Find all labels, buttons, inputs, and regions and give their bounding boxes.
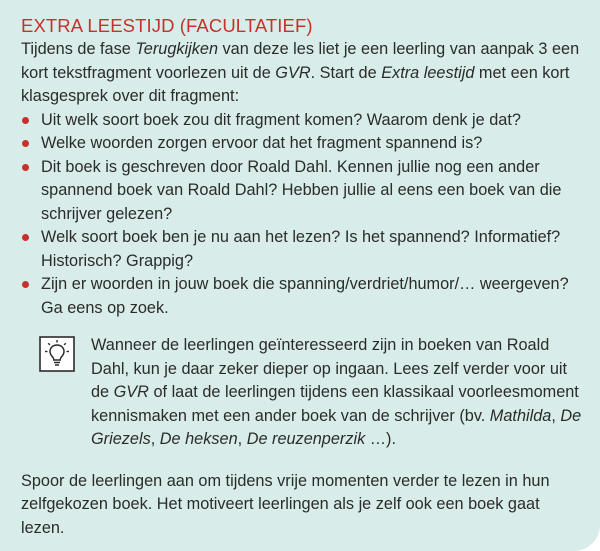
- tip-book-de-griezels: De Griezels: [91, 406, 582, 448]
- question-list: [21, 109, 586, 321]
- tip-separator: ,: [551, 406, 561, 425]
- question-text: Uit welk soort boek zou dit fragment komen? Waarom denk je dat?: [41, 110, 521, 129]
- bullet-icon: [22, 281, 29, 288]
- tip-block: [21, 334, 586, 452]
- tip-text-2: of laat de leerlingen tijdens een klassikaal voorleesmoment kennismaken met een ander boek van de schrijver (bv.: [91, 383, 579, 425]
- intro-emphasis-terugkijken: Terugkijken: [135, 40, 219, 58]
- intro-text-2: van deze les liet je een leerling van aanpak 3 een kort tekstfragment voorlezen uit de: [21, 40, 580, 82]
- question-text: Welk soort boek ben je nu aan het lezen? Is het spannend? Informatief? Historisch? Grappig?: [41, 228, 561, 270]
- tip-separator: ,: [150, 430, 160, 448]
- lightbulb-icon: [39, 336, 75, 372]
- tip-text: [91, 334, 586, 452]
- intro-text-4: met een kort klasgesprek over dit fragment:: [21, 63, 570, 105]
- tip-book-mathilda: Mathilda: [489, 406, 552, 425]
- intro-text-3: . Start de: [310, 63, 382, 82]
- tip-book-de-heksen: De heksen: [159, 430, 238, 448]
- closing-paragraph: Spoor de leerlingen aan om tijdens vrije momenten verder te lezen in hun zelfgekozen boek. Het motiveert leerlingen als je zelf ook een boek gaat lezen.: [21, 471, 550, 537]
- bullet-icon: [22, 140, 29, 147]
- tip-text-end: …).: [365, 430, 396, 448]
- intro-text-1: Tijdens de fase: [21, 40, 136, 58]
- question-item: [21, 109, 586, 133]
- question-text: Welke woorden zorgen ervoor dat het fragment spannend is?: [41, 134, 483, 152]
- bullet-icon: [22, 117, 29, 124]
- section-heading: EXTRA LEESTIJD (FACULTATIEF): [21, 15, 313, 36]
- question-text: Zijn er woorden in jouw boek die spanning/verdriet/humor/… weergeven? Ga eens op zoek.: [41, 275, 569, 317]
- question-item: [21, 132, 586, 156]
- tip-separator: ,: [237, 430, 247, 448]
- bullet-icon: [22, 234, 29, 241]
- tip-emphasis-gvr: GVR: [113, 383, 149, 401]
- tip-book-de-reuzenperzik: De reuzenperzik: [246, 430, 366, 448]
- intro-paragraph: [21, 38, 586, 109]
- question-item: [21, 226, 586, 273]
- bullet-icon: [22, 164, 29, 171]
- question-item: [21, 156, 586, 227]
- question-text: Dit boek is geschreven door Roald Dahl. Kennen jullie nog een ander spannend boek van Roald Dahl? Hebben jullie al eens een boek van die schrijver gelezen?: [41, 157, 562, 223]
- intro-emphasis-extra-leestijd: Extra leestijd: [381, 63, 475, 82]
- question-item: [21, 273, 586, 320]
- intro-emphasis-gvr: GVR: [275, 63, 311, 82]
- tip-text-1: Wanneer de leerlingen geïnteresseerd zijn in boeken van Roald Dahl, kun je daar zeker dieper op ingaan. Lees zelf verder voor uit de: [91, 336, 568, 401]
